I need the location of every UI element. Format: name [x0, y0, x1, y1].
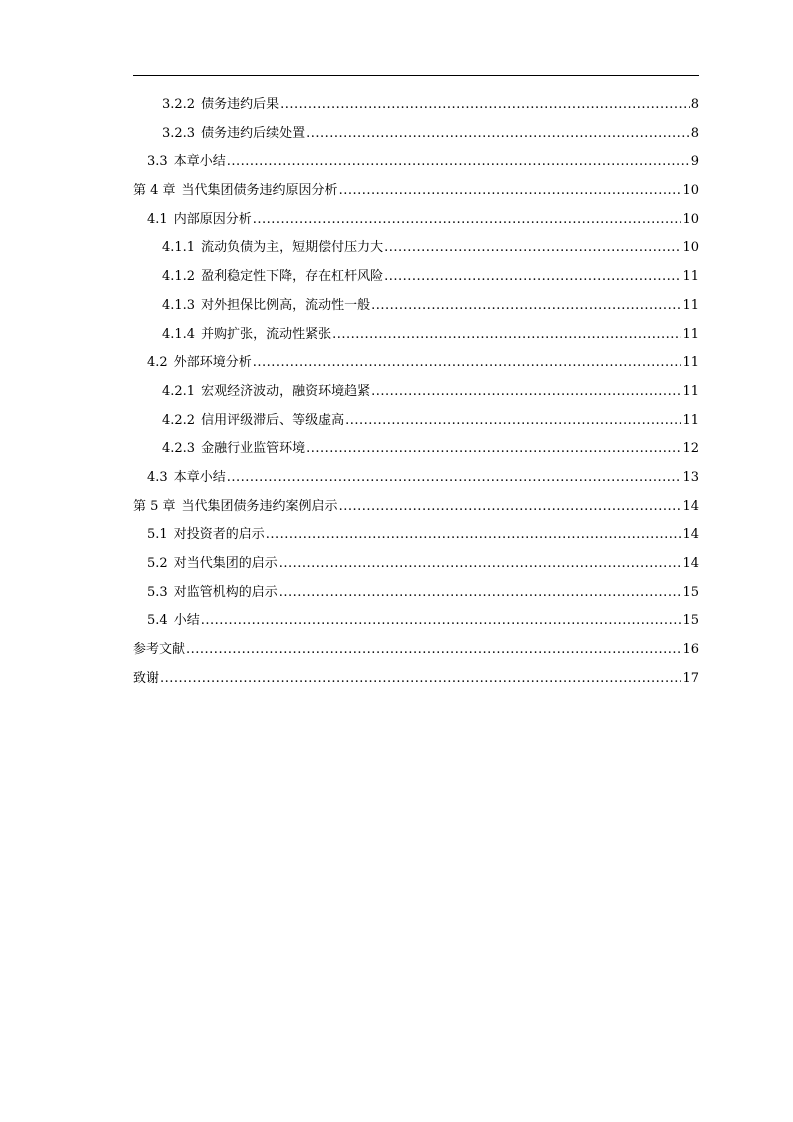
toc-entry-title: 债务违约后果	[201, 97, 280, 112]
toc-entry-number: 4.2.1	[162, 383, 196, 399]
toc-entry-number: 3.2.2	[162, 97, 196, 112]
toc-entry-title: 外部环境分析	[173, 355, 252, 371]
toc-entry[interactable]	[133, 607, 699, 636]
toc-page-number: 16	[682, 642, 699, 658]
toc-page-number: 8	[690, 97, 699, 112]
toc-page-number: 10	[682, 183, 699, 199]
toc-page-number: 11	[682, 355, 699, 371]
toc-dot-leader	[279, 550, 682, 579]
toc-entry-number: 4.1	[147, 211, 168, 227]
toc-entry[interactable]	[133, 120, 699, 149]
toc-dot-leader	[384, 263, 681, 292]
toc-entry-title: 对当代集团的启示	[173, 556, 278, 571]
toc-page-number: 12	[682, 441, 699, 457]
toc-entry-title: 盈利稳定性下降，存在杠杆风险	[201, 269, 384, 285]
toc-page-number: 11	[682, 383, 699, 399]
toc-entry-title: 流动负债为主，短期偿付压力大	[201, 240, 384, 256]
toc-entry-title: 小结	[173, 613, 200, 629]
toc-entry-title: 对投资者的启示	[173, 527, 265, 543]
toc-entry-number: 5.3	[147, 584, 168, 600]
toc-entry-title: 致谢	[133, 670, 160, 686]
toc-entry[interactable]	[133, 321, 699, 350]
toc-entry[interactable]	[133, 292, 699, 321]
toc-entry-number: 5.4	[147, 613, 168, 629]
toc-entry-number: 4.1.3	[162, 297, 196, 313]
toc-dot-leader	[279, 579, 682, 608]
toc-page-number: 15	[682, 584, 699, 600]
toc-page-number: 11	[682, 269, 699, 285]
toc-page-number: 14	[682, 527, 699, 543]
toc-entry[interactable]	[133, 148, 699, 177]
toc-entry-number: 5.1	[147, 527, 168, 543]
toc-entry-number: 4.2.2	[162, 412, 196, 428]
toc-page-number: 17	[682, 670, 699, 686]
toc-dot-leader	[371, 378, 681, 407]
toc-entry[interactable]	[133, 378, 699, 407]
toc-dot-leader	[371, 292, 681, 321]
toc-entry-title: 金融行业监管环境	[201, 441, 306, 457]
toc-dot-leader	[186, 636, 681, 665]
toc-dot-leader	[339, 493, 682, 522]
toc-entry-title: 当代集团债务违约原因分析	[181, 183, 338, 199]
toc-entry-title: 参考文献	[133, 642, 186, 658]
toc-entry-number: 3.2.3	[162, 125, 196, 141]
toc-dot-leader	[227, 148, 690, 177]
toc-entry[interactable]	[133, 464, 699, 493]
toc-entry-number: 4.1.1	[162, 240, 196, 256]
toc-dot-leader	[253, 206, 682, 235]
toc-dot-leader	[345, 407, 681, 436]
toc-entry[interactable]	[133, 493, 699, 522]
toc-entry-number: 第 4 章	[133, 183, 176, 199]
toc-page-number: 11	[682, 326, 699, 342]
toc-entry-title: 内部原因分析	[173, 211, 252, 227]
toc-page-number: 14	[682, 556, 699, 571]
toc-page-number: 10	[682, 211, 699, 227]
toc-entry[interactable]	[133, 407, 699, 436]
toc-dot-leader	[332, 321, 681, 350]
toc-entry[interactable]	[133, 206, 699, 235]
toc-dot-leader	[280, 91, 690, 120]
toc-entry-number: 4.1.2	[162, 269, 196, 285]
toc-entry[interactable]	[133, 349, 699, 378]
toc-entry-title: 本章小结	[173, 469, 226, 485]
toc-entry-title: 债务违约后续处置	[201, 125, 306, 141]
toc-dot-leader	[227, 464, 682, 493]
toc-entry-number: 5.2	[147, 556, 168, 571]
toc-page-number: 11	[682, 412, 699, 428]
toc-entry[interactable]	[133, 177, 699, 206]
toc-dot-leader	[306, 120, 690, 149]
toc-page-number: 9	[690, 154, 699, 170]
toc-entry-number: 4.2.3	[162, 441, 196, 457]
toc-entry-title: 对监管机构的启示	[173, 584, 278, 600]
toc-dot-leader	[253, 349, 682, 378]
header-rule	[133, 75, 699, 76]
toc-entry[interactable]	[133, 91, 699, 120]
toc-page-number: 14	[682, 498, 699, 514]
toc-entry-title: 当代集团债务违约案例启示	[181, 498, 338, 514]
toc-dot-leader	[201, 607, 682, 636]
toc-entry-title: 宏观经济波动，融资环境趋紧	[201, 383, 371, 399]
toc-dot-leader	[384, 234, 681, 263]
toc-page-number: 8	[690, 125, 699, 141]
toc-entry-title: 并购扩张，流动性紧张	[201, 326, 332, 342]
toc-dot-leader	[339, 177, 682, 206]
toc-entry-number: 第 5 章	[133, 498, 176, 514]
toc-entry[interactable]	[133, 234, 699, 263]
toc-entry[interactable]	[133, 665, 699, 694]
toc-page-number: 10	[682, 240, 699, 256]
toc-entry-number: 4.3	[147, 469, 168, 485]
toc-entry[interactable]	[133, 263, 699, 292]
toc-entry[interactable]	[133, 521, 699, 550]
toc-entry-number: 3.3	[147, 154, 168, 170]
toc-entry[interactable]	[133, 636, 699, 665]
toc-dot-leader	[306, 435, 681, 464]
toc-entry-title: 对外担保比例高，流动性一般	[201, 297, 371, 313]
toc-dot-leader	[160, 665, 681, 694]
toc-dot-leader	[266, 521, 682, 550]
toc-entry[interactable]	[133, 435, 699, 464]
toc-entry-number: 4.1.4	[162, 326, 196, 342]
toc-entry[interactable]	[133, 550, 699, 579]
toc-page-number: 11	[682, 297, 699, 313]
table-of-contents	[133, 91, 699, 693]
toc-page-number: 15	[682, 613, 699, 629]
toc-entry[interactable]	[133, 579, 699, 608]
toc-entry-title: 信用评级滞后、等级虚高	[201, 412, 345, 428]
toc-page-number: 13	[682, 469, 699, 485]
toc-entry-number: 4.2	[147, 355, 168, 371]
toc-entry-title: 本章小结	[173, 154, 226, 170]
